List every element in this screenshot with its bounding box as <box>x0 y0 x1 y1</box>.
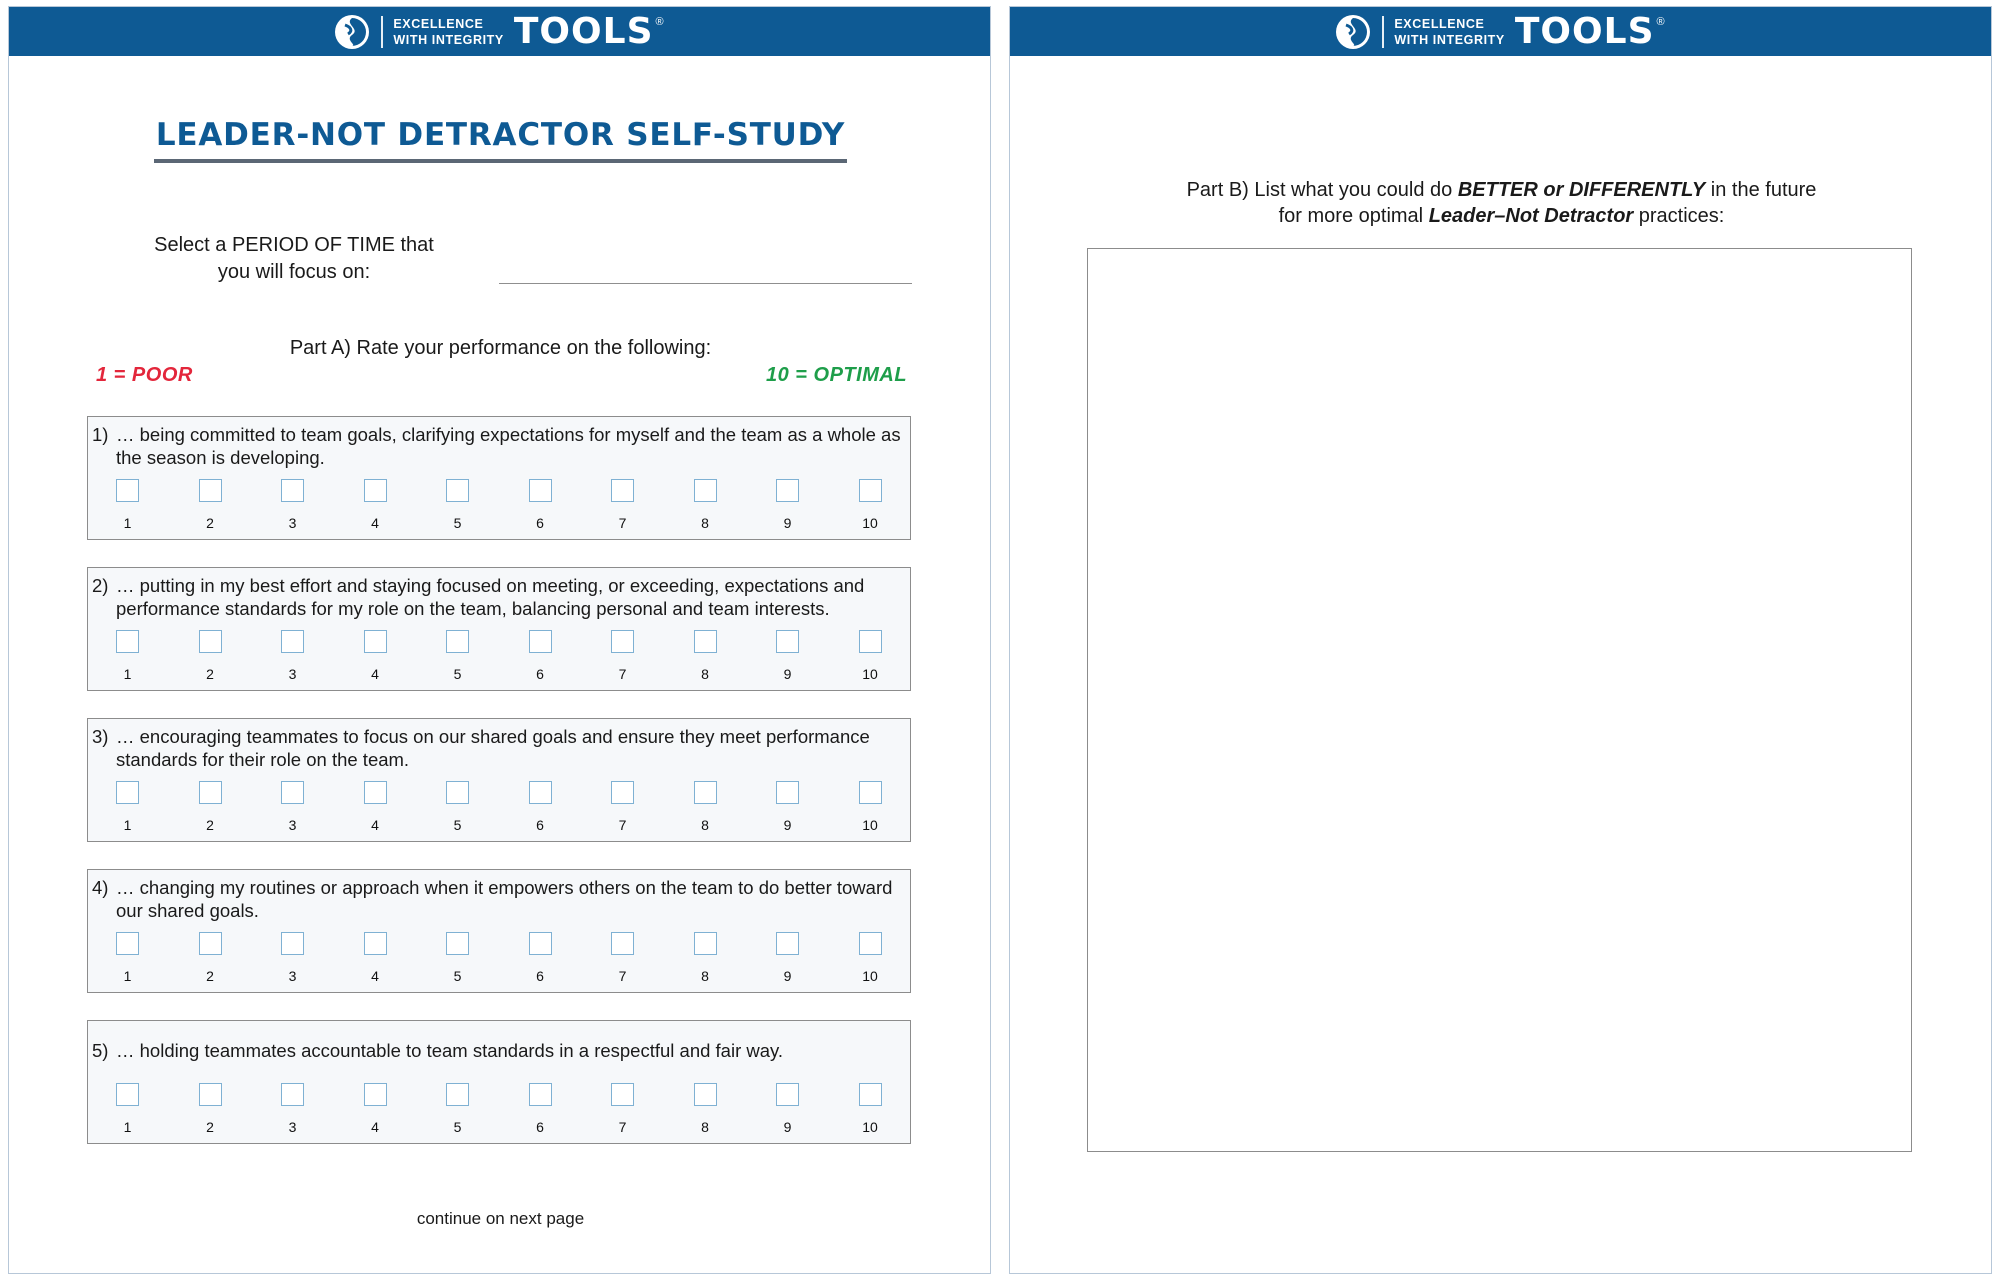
rating-checkbox-5-7[interactable] <box>611 1083 634 1106</box>
rating-option-label: 1 <box>123 1119 132 1135</box>
brand-logo-lockup <box>1336 10 1665 52</box>
rating-option-label: 3 <box>288 968 297 984</box>
part-b-line1 <box>1010 177 1993 203</box>
question-text <box>92 423 904 469</box>
rating-option-label: 2 <box>206 968 214 984</box>
brand-tagline-line1: EXCELLENCE <box>1394 16 1485 31</box>
yin-yang-wave-icon <box>335 15 369 49</box>
rating-option-label: 6 <box>536 1119 544 1135</box>
header-banner <box>1010 7 1991 56</box>
rating-option-label: 1 <box>123 817 132 833</box>
rating-checkbox-2-6[interactable] <box>529 630 552 653</box>
rating-option-label: 1 <box>123 515 132 531</box>
rating-option-label: 5 <box>453 515 462 531</box>
rating-checkbox-5-9[interactable] <box>776 1083 799 1106</box>
rating-checkbox-1-6[interactable] <box>529 479 552 502</box>
rating-checkbox-1-5[interactable] <box>446 479 469 502</box>
rating-checkbox-4-1[interactable] <box>116 932 139 955</box>
rating-option-label: 6 <box>536 817 544 833</box>
brand-name: TOOLS <box>1514 10 1655 52</box>
rating-option-label: 3 <box>288 666 297 682</box>
rating-option-label: 7 <box>618 515 627 531</box>
rating-checkbox-5-8[interactable] <box>694 1083 717 1106</box>
rating-checkbox-2-1[interactable] <box>116 630 139 653</box>
rating-checkbox-2-8[interactable] <box>694 630 717 653</box>
rating-checkbox-3-7[interactable] <box>611 781 634 804</box>
rating-checkbox-3-4[interactable] <box>364 781 387 804</box>
rating-option-label: 2 <box>206 817 214 833</box>
rating-checkbox-5-3[interactable] <box>281 1083 304 1106</box>
yin-yang-wave-icon <box>1336 15 1370 49</box>
rating-checkbox-1-2[interactable] <box>199 479 222 502</box>
part-a-label: Part A) Rate your performance on the following: <box>289 337 712 359</box>
rating-option-label: 2 <box>206 1119 214 1135</box>
rating-option-label: 9 <box>783 817 792 833</box>
rating-checkbox-2-4[interactable] <box>364 630 387 653</box>
rating-checkbox-5-1[interactable] <box>116 1083 139 1106</box>
rating-checkbox-2-3[interactable] <box>281 630 304 653</box>
rating-checkbox-5-2[interactable] <box>199 1083 222 1106</box>
rating-checkbox-3-10[interactable] <box>859 781 882 804</box>
brand-tagline <box>1394 16 1504 48</box>
rating-checkbox-5-5[interactable] <box>446 1083 469 1106</box>
period-label-line1: Select a PERIOD OF TIME that <box>154 234 434 256</box>
continue-note: continue on next page <box>416 1209 585 1228</box>
rating-option-label: 10 <box>862 515 878 531</box>
rating-option-label: 5 <box>453 666 462 682</box>
question-statement: … changing my routines or approach when it empowers others on the team to do better toward our shared goals. <box>116 877 893 921</box>
part-b-emphasis-2: Leader–Not Detractor <box>1428 205 1634 227</box>
question-statement: … putting in my best effort and staying focused on meeting, or exceeding, expectations and performance standards for my role on the team, balancing personal and team interests. <box>116 575 865 619</box>
rating-checkbox-3-9[interactable] <box>776 781 799 804</box>
rating-checkbox-4-10[interactable] <box>859 932 882 955</box>
part-b-label <box>1010 177 1993 229</box>
rating-option-label: 3 <box>288 1119 297 1135</box>
brand-divider <box>1382 16 1384 48</box>
rating-checkbox-3-3[interactable] <box>281 781 304 804</box>
rating-option-label: 6 <box>536 968 544 984</box>
scale-high-label: 10 = OPTIMAL <box>766 364 908 386</box>
rating-checkbox-4-6[interactable] <box>529 932 552 955</box>
question-text <box>92 574 904 620</box>
question-number: 3) <box>92 726 109 747</box>
rating-option-label: 4 <box>371 666 379 682</box>
rating-checkbox-2-5[interactable] <box>446 630 469 653</box>
rating-option-label: 4 <box>371 515 379 531</box>
question-text <box>92 1039 904 1062</box>
rating-checkbox-1-8[interactable] <box>694 479 717 502</box>
rating-question-4 <box>87 869 911 993</box>
rating-option-label: 2 <box>206 666 214 682</box>
rating-option-label: 2 <box>206 515 214 531</box>
rating-checkbox-3-5[interactable] <box>446 781 469 804</box>
rating-option-label: 10 <box>862 1119 878 1135</box>
brand-tagline-line2: WITH INTEGRITY <box>1394 32 1505 47</box>
rating-checkbox-4-5[interactable] <box>446 932 469 955</box>
question-number: 2) <box>92 575 109 596</box>
rating-option-label: 1 <box>123 968 132 984</box>
rating-checkbox-3-8[interactable] <box>694 781 717 804</box>
scale-low-label: 1 = POOR <box>96 364 193 386</box>
part-b-line2-prefix: for more optimal <box>1278 205 1429 227</box>
rating-question-1 <box>87 416 911 540</box>
rating-checkbox-4-7[interactable] <box>611 932 634 955</box>
part-b-mid: in the future <box>1705 179 1817 201</box>
question-number: 4) <box>92 877 109 898</box>
part-b-answer-box[interactable] <box>1087 248 1912 1152</box>
rating-question-3 <box>87 718 911 842</box>
rating-option-label: 10 <box>862 968 878 984</box>
rating-checkbox-2-2[interactable] <box>199 630 222 653</box>
rating-option-label: 5 <box>453 817 462 833</box>
rating-checkbox-1-4[interactable] <box>364 479 387 502</box>
rating-option-label: 10 <box>862 666 878 682</box>
rating-checkbox-1-3[interactable] <box>281 479 304 502</box>
rating-option-label: 9 <box>783 968 792 984</box>
page-title: LEADER-NOT DETRACTOR SELF-STUDY <box>154 117 847 163</box>
rating-checkbox-3-1[interactable] <box>116 781 139 804</box>
rating-option-label: 8 <box>701 666 709 682</box>
rating-option-label: 7 <box>618 968 627 984</box>
question-statement: … holding teammates accountable to team standards in a respectful and fair way. <box>116 1040 784 1061</box>
rating-checkbox-1-9[interactable] <box>776 479 799 502</box>
brand-name: TOOLS <box>513 10 654 52</box>
rating-option-label: 8 <box>701 968 709 984</box>
question-statement: … encouraging teammates to focus on our shared goals and ensure they meet performance standards for their role on the team. <box>116 726 870 770</box>
registered-mark: ® <box>655 15 664 28</box>
rating-option-label: 7 <box>618 1119 627 1135</box>
rating-checkbox-3-2[interactable] <box>199 781 222 804</box>
question-text <box>92 725 904 771</box>
period-label <box>129 232 459 286</box>
part-b-suffix: practices: <box>1633 205 1725 227</box>
rating-checkbox-1-1[interactable] <box>116 479 139 502</box>
part-b-emphasis-1: BETTER or DIFFERENTLY <box>1457 179 1706 201</box>
rating-question-2 <box>87 567 911 691</box>
rating-option-label: 4 <box>371 817 379 833</box>
rating-checkbox-2-9[interactable] <box>776 630 799 653</box>
period-input-line[interactable] <box>499 283 912 284</box>
rating-option-label: 1 <box>123 666 132 682</box>
rating-checkbox-5-10[interactable] <box>859 1083 882 1106</box>
rating-checkbox-4-2[interactable] <box>199 932 222 955</box>
rating-option-label: 8 <box>701 1119 709 1135</box>
rating-checkbox-4-4[interactable] <box>364 932 387 955</box>
brand-tagline-line1: EXCELLENCE <box>393 16 484 31</box>
rating-checkbox-2-7[interactable] <box>611 630 634 653</box>
part-b-prefix: Part B) List what you could do <box>1186 179 1458 201</box>
worksheet-page-1 <box>8 6 991 1274</box>
question-number: 5) <box>92 1040 109 1061</box>
rating-option-label: 9 <box>783 515 792 531</box>
rating-checkbox-5-6[interactable] <box>529 1083 552 1106</box>
rating-option-label: 4 <box>371 968 379 984</box>
rating-checkbox-4-8[interactable] <box>694 932 717 955</box>
rating-option-label: 7 <box>618 666 627 682</box>
rating-option-label: 5 <box>453 968 462 984</box>
rating-checkbox-1-10[interactable] <box>859 479 882 502</box>
question-text <box>92 876 904 922</box>
rating-option-label: 6 <box>536 515 544 531</box>
question-statement: … being committed to team goals, clarifying expectations for myself and the team as a whole as the season is developing. <box>116 424 901 468</box>
rating-option-label: 9 <box>783 1119 792 1135</box>
brand-logo-lockup <box>335 10 664 52</box>
brand-tagline <box>393 16 503 48</box>
brand-divider <box>381 16 383 48</box>
rating-checkbox-2-10[interactable] <box>859 630 882 653</box>
rating-option-label: 10 <box>862 817 878 833</box>
rating-checkbox-4-3[interactable] <box>281 932 304 955</box>
worksheet-page-2 <box>1009 6 1992 1274</box>
brand-tagline-line2: WITH INTEGRITY <box>393 32 504 47</box>
rating-checkbox-5-4[interactable] <box>364 1083 387 1106</box>
rating-question-5 <box>87 1020 911 1144</box>
question-number: 1) <box>92 424 109 445</box>
rating-option-label: 3 <box>288 515 297 531</box>
period-label-line2: you will focus on: <box>217 261 371 283</box>
rating-option-label: 4 <box>371 1119 379 1135</box>
rating-option-label: 8 <box>701 817 709 833</box>
rating-option-label: 5 <box>453 1119 462 1135</box>
rating-option-label: 9 <box>783 666 792 682</box>
rating-option-label: 8 <box>701 515 709 531</box>
rating-checkbox-4-9[interactable] <box>776 932 799 955</box>
registered-mark: ® <box>1656 15 1665 28</box>
rating-option-label: 6 <box>536 666 544 682</box>
rating-option-label: 7 <box>618 817 627 833</box>
rating-option-label: 3 <box>288 817 297 833</box>
header-banner <box>9 7 990 56</box>
rating-checkbox-3-6[interactable] <box>529 781 552 804</box>
part-b-line2 <box>1010 203 1993 229</box>
page-title-wrap <box>9 117 992 163</box>
rating-checkbox-1-7[interactable] <box>611 479 634 502</box>
